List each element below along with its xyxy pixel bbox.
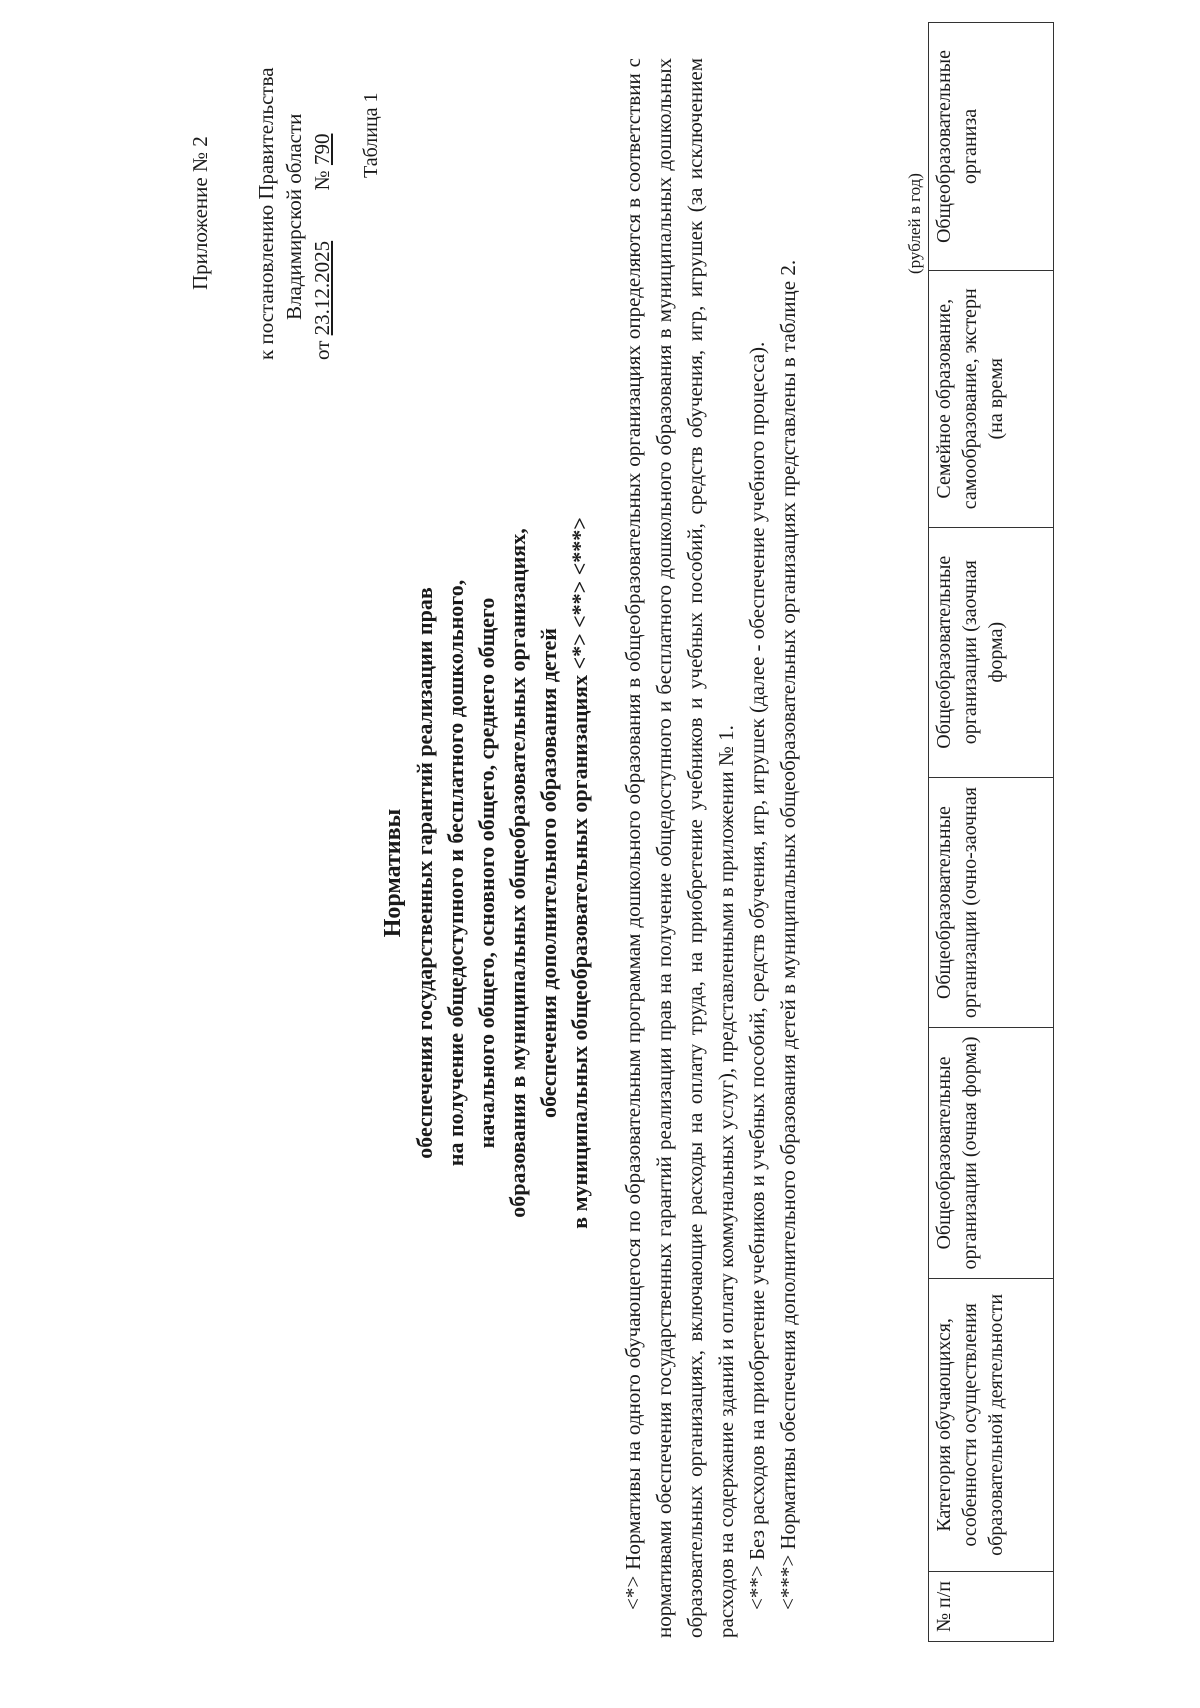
header-cell-category: Категория обучающихся, особенности осуществления образовательной деятельности [929,1278,1054,1571]
note-paragraph: <**> Без расходов на приобретение учебников и учебных пособий, средств обучения, игр, игрушек (далее - обеспечение учебного процесса). [745,341,769,1610]
notes-block [618,58,804,1638]
annex-date-line [308,60,336,360]
unit-label: (рублей в год) [905,173,924,274]
header-cell-part-time: Общеобразовательные организации (очно-заочная [929,777,1054,1027]
annex-number: Приложение № 2 [188,136,212,290]
annex-date: 23.12.2025 [310,240,334,336]
note-paragraph: <***> Нормативы обеспечения дополнительного образования детей в муниципальных общеобразовательных организациях представлены в таблице 2. [776,259,800,1610]
title-line: в муниципальных общеобразовательных организациях <*> <**> <***> [567,517,592,1229]
title-line: на получение общедоступного и бесплатного дошкольного, [443,579,468,1167]
annex-num-prefix: № [310,170,334,191]
title-line: обеспечения государственных гарантий реализации прав [412,587,437,1159]
annex-line-1: к постановлению Правительства [254,67,278,360]
title-line: начального общего, основного общего, среднего общего [474,597,499,1149]
header-cell-full-time: Общеобразовательные организации (очная форма) [929,1028,1054,1278]
title-heading: Нормативы [380,808,406,938]
title-line: обеспечения дополнительного образования детей [536,628,561,1118]
table-header-row [929,23,1054,1642]
annex-num: 790 [310,133,334,166]
header-cell-organizations: Общеобразовательные организа [929,23,1054,271]
annex-date-prefix: от [310,340,334,360]
document-title [378,198,595,1548]
norms-table [928,22,1054,1642]
header-cell-number: № п/п [929,1572,1054,1642]
annex-block [186,60,336,360]
header-cell-correspondence: Общеобразовательные организации (заочная форма) [929,527,1054,777]
annex-line-2: Владимирской области [282,113,306,320]
table-label: Таблица 1 [360,92,382,178]
header-cell-family-education: Семейное образование, самообразование, экстерн (на время [929,271,1054,528]
note-paragraph: <*> Нормативы на одного обучающегося по образовательным программам дошкольного образования в общеобразовательных организациях определяются в соответствии с нормативами обеспечения государственных гарантий реализации прав на получение общедоступного и бесплатного дошкольного образования в муниципальных дошкольных образовательных организациях, включающие расходы на оплату труда, на приобретение учебников и учебных пособий, средств обучения, игр, игрушек (за исключением расходов на содержание зданий и оплату коммунальных услуг), представленными в приложении № 1. [621,58,738,1638]
title-line: образования в муниципальных общеобразовательных организациях, [505,528,530,1218]
